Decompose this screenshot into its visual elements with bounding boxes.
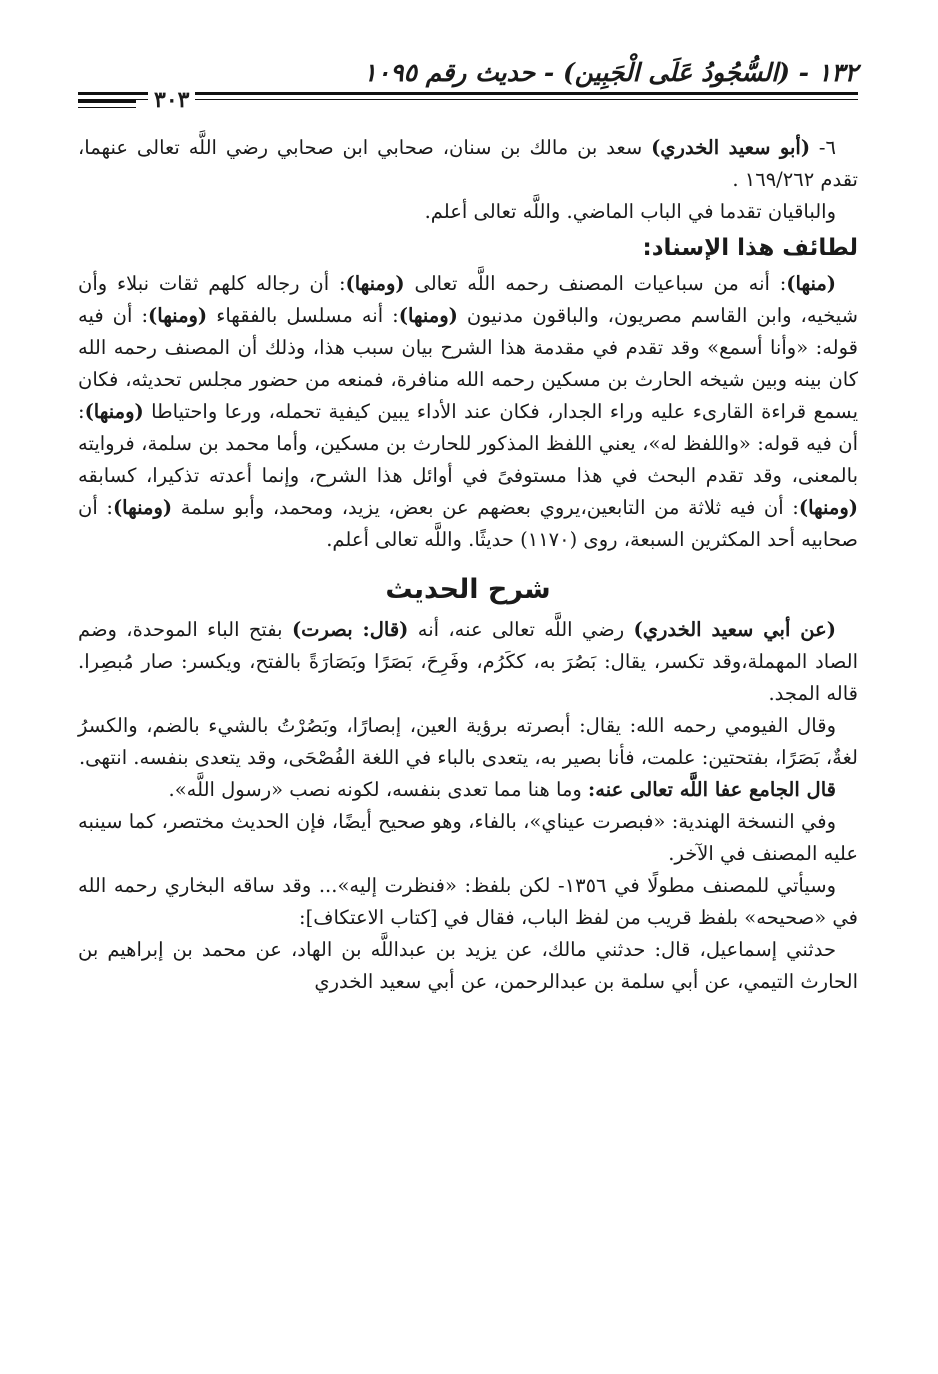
sharh-text: وما هنا مما تعدى بنفسه، لكونه نصب «رسول اللَّه». [168, 778, 589, 801]
narrator-note [78, 132, 858, 196]
sharh-paragraph-3 [78, 774, 858, 806]
minha-marker: (ومنها) [84, 400, 144, 423]
lataif-paragraph [78, 268, 858, 556]
minha-marker: (ومنها) [148, 304, 208, 327]
lataif-text: : أن صحابيه أحد المكثرين السبعة، روى (١١٧٠) حديثًا. واللَّه تعالى أعلم. [78, 496, 858, 551]
page-number-rule [78, 100, 136, 108]
minha-marker: (ومنها) [398, 304, 458, 327]
narrator-number: ٦- [810, 136, 836, 159]
page-number: ٣٠٣ [148, 88, 195, 112]
running-title: ١٣٢ - (السُّجُودُ عَلَى الْجَبِين) - حديث رقم ١٠٩٥ [363, 58, 858, 87]
lataif-text: : أنه من سباعيات المصنف رحمه اللَّه تعالى [404, 272, 787, 295]
narrator-text: سعد بن مالك بن سنان، صحابي ابن صحابي رضي اللَّه تعالى عنهما، تقدم ١٦٩/٢٦٢ . [78, 136, 858, 191]
lataif-text: : أن فيه قوله: «واللفظ له»، يعني اللفظ المذكور للحارث بن مسكين، وأما محمد بن سلمة، فروايته بالمعنى، وقد تقدم البحث في هذا مستوفىً في أوائل هذا الشرح، وإنما أعدته تذكيرا، كسابقه [78, 400, 858, 487]
lataif-text: : أن فيه ثلاثة من التابعين،يروي بعضهم عن بعض، يزيد، ومحمد، وأبو سلمة [172, 496, 799, 519]
hadith-quote: (قال: بصرت) [291, 618, 409, 641]
minha-marker: (ومنها) [345, 272, 405, 295]
body-text [78, 132, 858, 998]
remaining-narrators-note: والباقيان تقدما في الباب الماضي. واللَّه تعالى أعلم. [424, 200, 836, 223]
book-page [78, 52, 858, 1314]
isnad-subtitle: لطائف هذا الإسناد: [642, 235, 858, 261]
sharh-paragraph-5: وسيأتي للمصنف مطولًا في ١٣٥٦- لكن بلفظ: «فنظرت إليه»... وقد ساقه البخاري رحمه الله في «صحيحه» بلفظ قريب من لفظ الباب، فقال في [كتاب الاعتكاف]: [78, 874, 858, 929]
narrator-name: (أبو سعيد الخدري) [651, 136, 811, 159]
sharh-text: بفتح الباء الموحدة، وضم الصاد المهملة،وقد تكسر، يقال: بَصُرَ به، ككَرُم، وفَرِحَ، بَصَرًا وبَصَارَةً بالفتح، ويكسر: صار مُبصِرا. قاله المجد. [78, 618, 858, 705]
page-header [78, 52, 858, 113]
minha-marker: (منها) [786, 272, 837, 295]
sharh-paragraph-2: وقال الفيومي رحمه الله: يقال: أبصرته برؤية العين، إبصارًا، وبَصُرْتُ بالشيء بالضم، والكسرُ لغةٌ، بَصَرًا، بفتحتين: علمت، فأنا بصير به، يتعدى بالباء في اللغة الفُصْحَى، وقد يتعدى بنفسه. انتهى. [78, 714, 858, 769]
sharh-paragraph-4: وفي النسخة الهندية: «فبصرت عيناي»، بالفاء، وهو صحيح أيضًا، فإن الحديث مختصر، كما سينبه عليه المصنف في الآخر. [78, 810, 858, 865]
hadith-quote: (عن أبي سعيد الخدري) [633, 618, 837, 641]
author-remark: قال الجامع عفا اللَّه تعالى عنه: [588, 778, 836, 801]
sharh-paragraph-6: حدثني إسماعيل، قال: حدثني مالك، عن يزيد بن عبداللَّه بن الهاد، عن محمد بن إبراهيم بن الحارث التيمي، عن أبي سلمة بن عبدالرحمن، عن أبي سعيد الخدري [78, 938, 858, 993]
minha-marker: (ومنها) [112, 496, 173, 519]
section-title: شرح الحديث [385, 574, 551, 605]
sharh-text: رضي اللَّه تعالى عنه، أنه [408, 618, 634, 641]
sharh-paragraph-1 [78, 614, 858, 710]
lataif-text: : أن فيه قوله: «وأنا أسمع» وقد تقدم في مقدمة هذا الشرح بيان سبب هذا، وذلك أن المصنف رحمه الله كان بينه وبين شيخه الحارث بن مسكين رحمه الله منافرة، فمنعه من حضور مجلس تحديثه، فكان يسمع قراءة القارىء عليه وراء الجدار، فكان عند الأداء يبين كيفية تحمله، ورعا واحتياطا [78, 304, 858, 423]
lataif-text: : أنه مسلسل بالفقهاء [207, 304, 399, 327]
minha-marker: (ومنها) [798, 496, 858, 519]
lataif-text: : أن رجاله كلهم ثقات نبلاء وأن شيخيه، وابن القاسم مصريون، والباقون مدنيون [78, 272, 859, 327]
